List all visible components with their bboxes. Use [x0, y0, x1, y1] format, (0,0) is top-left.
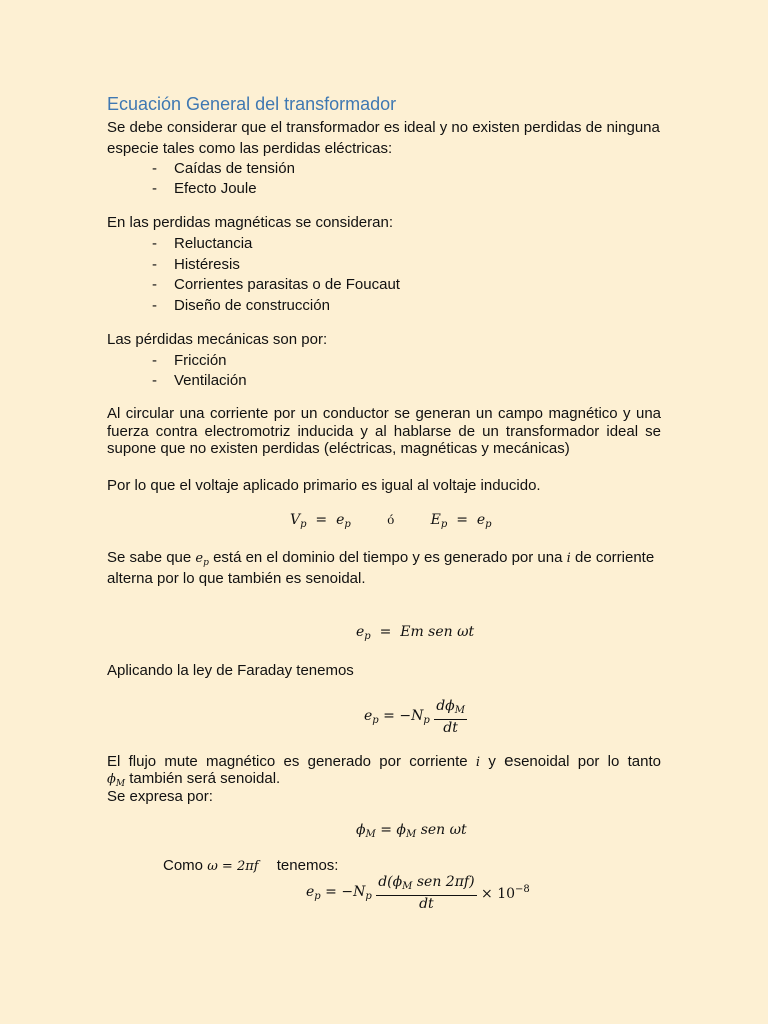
paragraph-voltage: Por lo que el voltaje aplicado primario es igual al voltaje inducido. [107, 477, 541, 494]
equation-faraday: $e_p = -N_p$ $\frac{d\phi_M}{dt}$ [364, 698, 465, 736]
equation-ep-sine: $e_p = Em$ sen ωt [356, 624, 475, 642]
list-item: - Ventilación [152, 372, 247, 389]
paragraph-flux-line2: $\phi_M$ también será senoidal. [107, 770, 281, 789]
paragraph-magnetic: En las perdidas magnéticas se consideran: [107, 214, 393, 231]
paragraph-ep-line2: alterna por lo que también es senoidal. [107, 570, 366, 587]
list-item: - Histéresis [152, 256, 240, 273]
paragraph-faraday: Aplicando la ley de Faraday tenemos [107, 662, 354, 679]
paragraph-intro-line2: especie tales como las perdidas eléctricas: [107, 140, 393, 157]
list-item: - Corrientes parasitas o de Foucaut [152, 276, 400, 293]
list-item: - Fricción [152, 352, 227, 369]
paragraph-intro-line1: Se debe considerar que el transformador es ideal y no existen perdidas de ninguna [107, 119, 660, 136]
paragraph-current-line3: supone que no existen perdidas (eléctricas, magnéticas y mecánicas) [107, 440, 570, 457]
list-item: - Caídas de tensión [152, 160, 295, 177]
list-item: - Diseño de construcción [152, 297, 330, 314]
paragraph-current-line1: Al circular una corriente por un conductor se generan un campo magnético y una [107, 405, 661, 422]
equation-final: $e_p = -N_p$ $\frac{d(\phi_M sen 2\pi f)}{dt}$ × $10^{-8}$ [306, 874, 530, 912]
list-item: - Efecto Joule [152, 180, 257, 197]
paragraph-mechanical: Las pérdidas mecánicas son por: [107, 331, 328, 348]
paragraph-flux-line1: El flujo mute magnético es generado por corriente i y esenoidal por lo tanto [107, 751, 661, 770]
paragraph-omega: Como ω = 2πf tenemos: [163, 857, 339, 874]
equation-flux: $\phi_M = \phi_M$ sen ωt [356, 822, 467, 840]
page-title: Ecuación General del transformador [107, 94, 397, 114]
equation-voltage-equality: $V_p = e_p$ ó $E_p = e_p$ [290, 512, 492, 530]
paragraph-current-line2: fuerza contra electromotriz inducida y al hablarse de un transformador ideal se [107, 423, 661, 440]
list-item: - Reluctancia [152, 235, 253, 252]
paragraph-ep-line1: Se sabe que $e_p$ está en el dominio del tiempo y es generado por una i de corriente [107, 549, 655, 568]
paragraph-flux-line3: Se expresa por: [107, 788, 213, 805]
